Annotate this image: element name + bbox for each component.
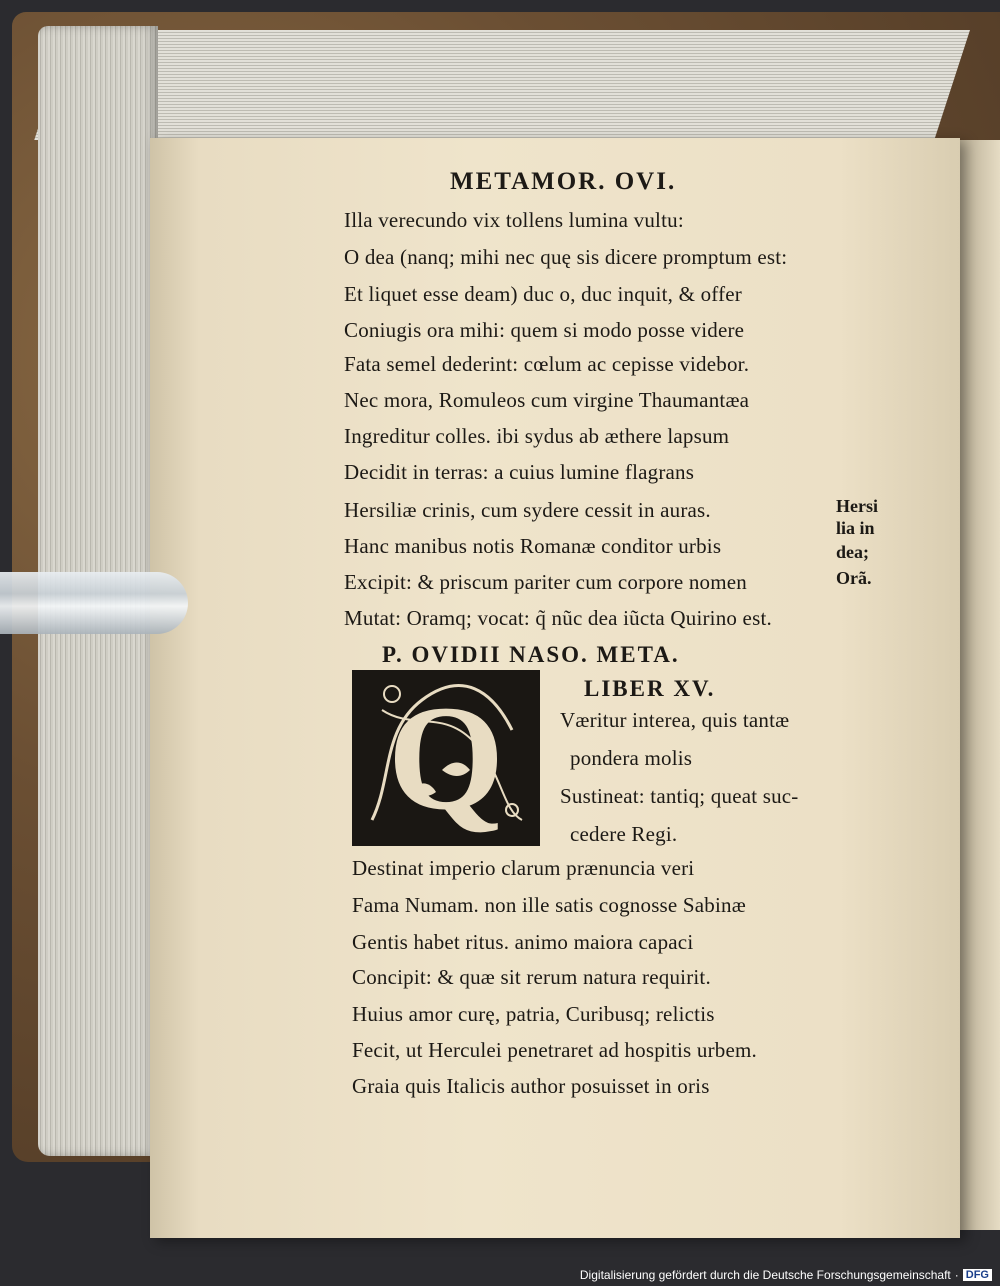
verse-line: Fama Numam. non ille satis cognosse Sabinæ [352, 893, 746, 917]
margin-note: lia in [836, 518, 875, 538]
page-block-top-edge [34, 30, 970, 140]
verse-line: Gentis habet ritus. animo maiora capaci [352, 930, 694, 954]
verse-line: pondera molis [570, 746, 693, 770]
verse-line: Fata semel dederint: cœlum ac cepisse videbor. [344, 352, 750, 376]
facing-page-edge [960, 140, 1000, 1230]
margin-note: Hersi [836, 496, 878, 516]
verse-line: Hanc manibus notis Romanæ conditor urbis [344, 534, 722, 558]
verse-line: Destinat imperio clarum prænuncia veri [352, 856, 695, 880]
digitization-credit [580, 1268, 992, 1282]
decorated-initial [352, 670, 540, 846]
verse-line: Concipit: & quæ sit rerum natura requirit. [352, 965, 711, 989]
initial-letter: Q [387, 675, 505, 841]
verse-line: Excipit: & priscum pariter cum corpore nomen [344, 570, 748, 594]
credit-text: Digitalisierung gefördert durch die Deutsche Forschungsgemeinschaft [579, 1268, 951, 1282]
verse-line: Huius amor curę, patria, Curibusq; relictis [352, 1002, 715, 1026]
verse-line: Mutat: Oramq; vocat: q̃ nũc dea iũcta Quirino est. [344, 606, 772, 630]
dfg-logo: DFG [963, 1269, 992, 1281]
verse-line: Nec mora, Romuleos cum virgine Thaumantæa [344, 388, 750, 412]
verse-line: Væritur interea, quis tantæ [560, 708, 790, 732]
margin-note: dea; [836, 542, 869, 562]
verse-line: Decidit in terras: a cuius lumine flagrans [344, 460, 695, 484]
verse-line: Ingreditur colles. ibi sydus ab æthere lapsum [344, 424, 730, 448]
verse-line: Coniugis ora mihi: quem si modo posse videre [344, 318, 745, 342]
verse-line: cedere Regi. [570, 822, 678, 846]
verse-line: O dea (nanq; mihi nec quę sis dicere promptum est: [344, 245, 788, 269]
margin-note: Orã. [836, 568, 872, 588]
separator: · [954, 1268, 959, 1282]
book-number: LIBER XV. [584, 676, 716, 701]
verse-line: Graia quis Italicis author posuisset in oris [352, 1074, 710, 1098]
verse-line: Sustineat: tantiq; queat suc- [560, 784, 799, 808]
verse-line: Hersiliæ crinis, cum sydere cessit in auras. [344, 498, 711, 522]
running-head: METAMOR. OVI. [450, 168, 677, 195]
verse-line: Fecit, ut Herculei penetraret ad hospitis urbem. [352, 1038, 757, 1062]
verse-line: Et liquet esse deam) duc o, duc inquit, & offer [344, 282, 742, 306]
glass-page-holder [0, 572, 188, 634]
book-title: P. OVIDII NASO. META. [382, 642, 680, 667]
verse-line: Illa verecundo vix tollens lumina vultu: [344, 208, 684, 232]
